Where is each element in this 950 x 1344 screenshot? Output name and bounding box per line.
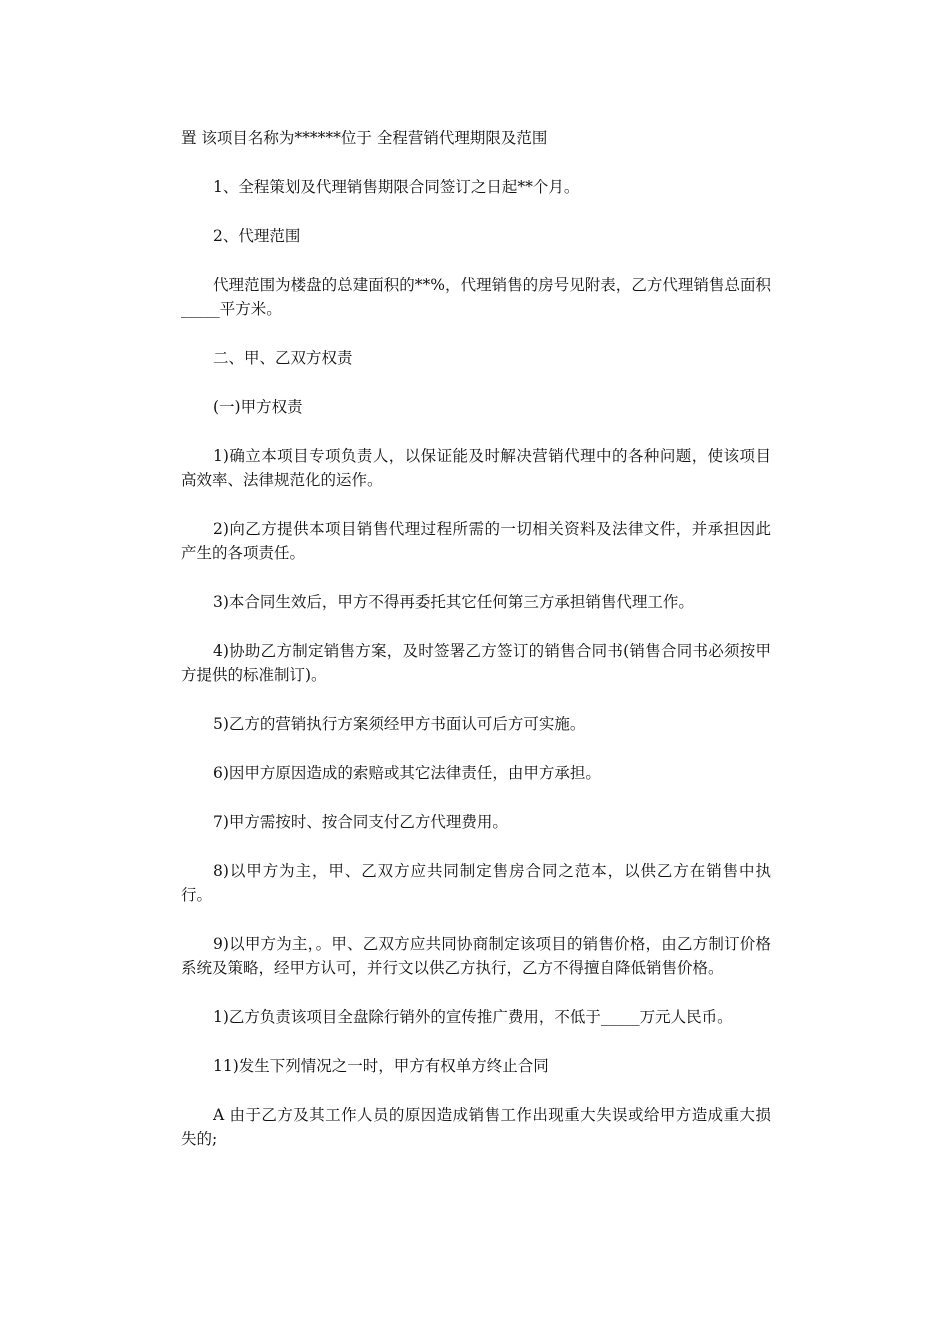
section-heading-rights: 二、甲、乙双方权责	[213, 349, 353, 367]
paragraph-agency-scope-heading: 2、代理范围	[213, 227, 301, 245]
clause-1: 1)确立本项目专项负责人，以保证能及时解决营销代理中的各种问题，使该项目高效率、法律规范化的运作。	[181, 447, 771, 489]
clause-10: 1)乙方负责该项目全盘除行销外的宣传推广费用，不低于_____万元人民币。	[213, 1008, 733, 1026]
paragraph-project-name: 置 该项目名称为******位于 全程营销代理期限及范围	[181, 129, 548, 147]
clause-2: 2)向乙方提供本项目销售代理过程所需的一切相关资料及法律文件，并承担因此产生的各项责任。	[181, 520, 771, 562]
clause-11: 11)发生下列情况之一时，甲方有权单方终止合同	[213, 1057, 549, 1075]
clause-8: 8)以甲方为主，甲、乙双方应共同制定售房合同之范本，以供乙方在销售中执行。	[181, 862, 771, 904]
clause-9: 9)以甲方为主，。甲、乙双方应共同协商制定该项目的销售价格，由乙方制订价格系统及策略，经甲方认可，并行文以供乙方执行，乙方不得擅自降低销售价格。	[181, 935, 771, 977]
paragraph-agency-scope: 代理范围为楼盘的总建面积的**%，代理销售的房号见附表，乙方代理销售总面积 _____平方米。	[181, 276, 776, 318]
clause-4: 4)协助乙方制定销售方案，及时签署乙方签订的销售合同书(销售合同书必须按甲方提供的标准制订)。	[181, 642, 771, 684]
clause-5: 5)乙方的营销执行方案须经甲方书面认可后方可实施。	[213, 715, 586, 733]
document-body	[181, 126, 776, 1176]
clause-7: 7)甲方需按时、按合同支付乙方代理费用。	[213, 813, 508, 831]
subsection-heading-party-a: (一)甲方权责	[213, 398, 303, 416]
clause-11-a: A 由于乙方及其工作人员的原因造成销售工作出现重大失误或给甲方造成重大损失的;	[181, 1106, 771, 1148]
paragraph-agency-term: 1、全程策划及代理销售期限合同签订之日起**个月。	[213, 178, 580, 196]
clause-3: 3)本合同生效后，甲方不得再委托其它任何第三方承担销售代理工作。	[213, 593, 694, 611]
clause-6: 6)因甲方原因造成的索赔或其它法律责任，由甲方承担。	[213, 764, 601, 782]
